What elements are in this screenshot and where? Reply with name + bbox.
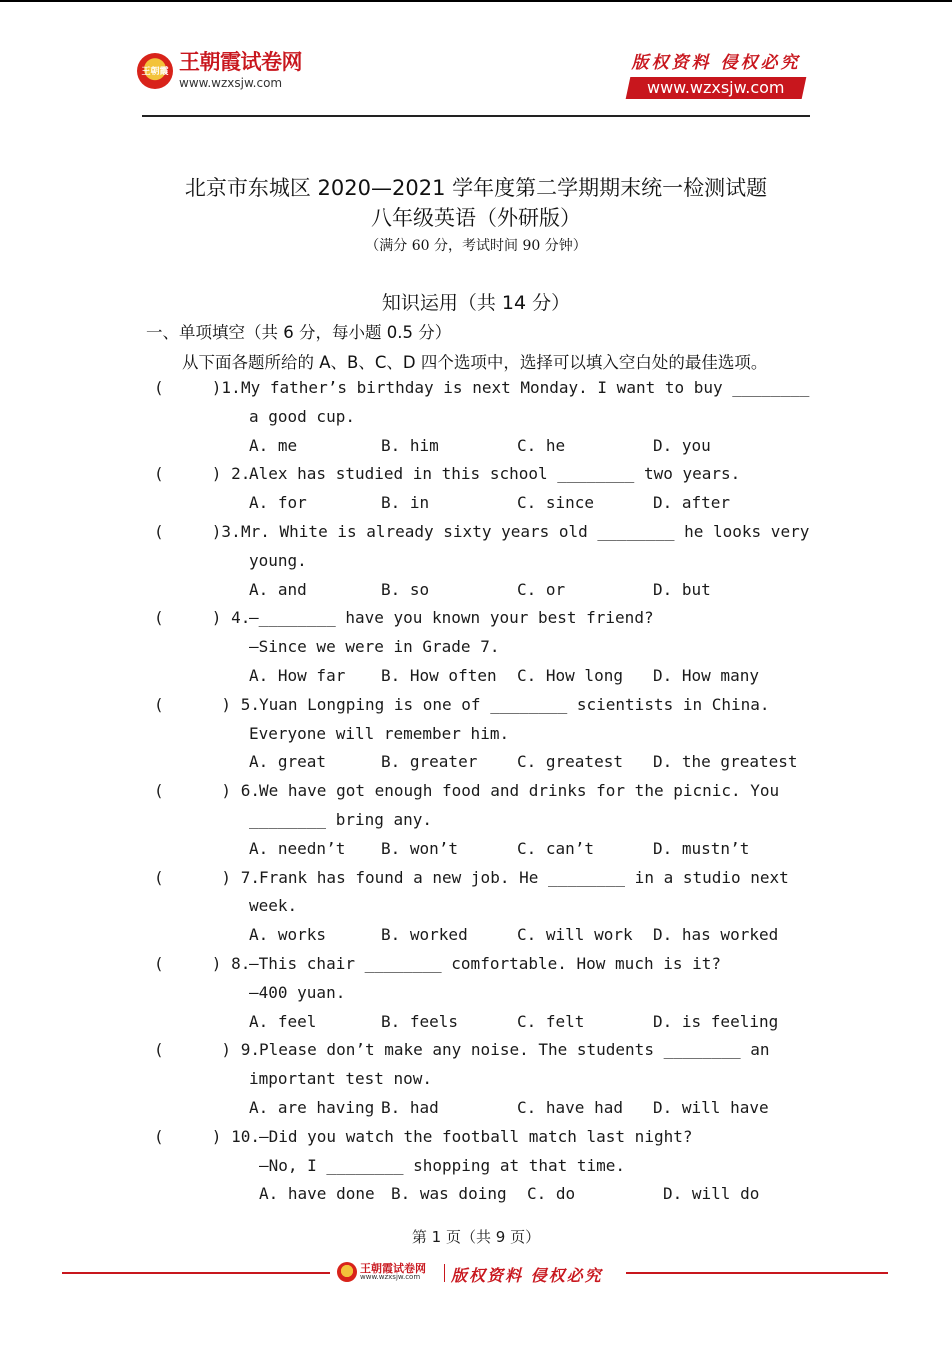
footer-bar (62, 1262, 888, 1284)
question-text: —400 yuan. (249, 982, 346, 1002)
question-number: ( )3. (154, 522, 241, 541)
option-a[interactable]: A. feel (249, 1011, 317, 1031)
option-c[interactable]: C. he (517, 435, 566, 455)
footer-logo-badge-icon (337, 1262, 357, 1282)
question-number: ( ) 2. (154, 464, 251, 484)
part-heading: 知识运用（共 14 分） (381, 292, 571, 314)
option-a[interactable]: A. have done (259, 1184, 375, 1204)
option-a[interactable]: A. needn’t (249, 838, 346, 858)
option-d[interactable]: D. after (653, 493, 731, 513)
question-text: —________ have you known your best friend? (249, 608, 654, 628)
option-d[interactable]: D. will have (653, 1098, 769, 1117)
footer-line-left (62, 1272, 330, 1274)
question-text: Please don’t make any noise. The students ________ an (259, 1040, 770, 1060)
footer-separator (444, 1264, 445, 1282)
option-a[interactable]: A. and (249, 579, 307, 599)
option-c[interactable]: C. greatest (517, 752, 623, 772)
option-d[interactable]: D. mustn’t (653, 838, 750, 858)
question-text: young. (249, 550, 307, 570)
question-text: Mr. White is already sixty years old ________ he looks very (241, 522, 810, 541)
section-heading: 一、单项填空（共 6 分，每小题 0.5 分） (146, 323, 452, 342)
option-d[interactable]: D. How many (653, 666, 759, 685)
top-border (0, 0, 952, 2)
option-a[interactable]: A. are having (249, 1098, 375, 1117)
logo-name: 王朝霞试卷网 (179, 50, 302, 74)
option-c[interactable]: C. can’t (517, 838, 595, 858)
question-text: —Did you watch the football match last night? (259, 1126, 693, 1146)
option-d[interactable]: D. has worked (653, 925, 779, 945)
option-c[interactable]: C. will work (517, 925, 633, 945)
site-logo[interactable] (137, 52, 302, 89)
option-c[interactable]: C. do (527, 1184, 576, 1204)
footer-line-right (626, 1272, 888, 1274)
option-d[interactable]: D. you (653, 435, 711, 455)
question-text: We have got enough food and drinks for the picnic. You (259, 781, 780, 801)
logo-badge-icon (137, 53, 173, 89)
option-b[interactable]: B. feels (381, 1011, 459, 1031)
logo-url[interactable]: www.wzxsjw.com (179, 76, 283, 90)
option-b[interactable]: B. in (381, 493, 430, 513)
exam-title: 北京市东城区 2020—2021 学年度第二学期期末统一检测试题 (184, 176, 768, 200)
question-number: ( ) 9. (154, 1040, 260, 1060)
option-d[interactable]: D. the greatest (653, 752, 798, 772)
question-text: Yuan Longping is one of ________ scientists in China. (259, 694, 770, 714)
option-d[interactable]: D. will do (663, 1184, 760, 1204)
exam-subtitle: 八年级英语（外研版） (371, 206, 581, 230)
footer-logo-url: www.wzxsjw.com (360, 1273, 421, 1281)
option-a[interactable]: A. great (249, 752, 327, 772)
exam-note: （满分 60 分，考试时间 90 分钟） (365, 238, 587, 254)
page-number: 第 1 页（共 9 页） (411, 1228, 541, 1246)
footer-logo[interactable] (337, 1262, 426, 1282)
option-a[interactable]: A. me (249, 435, 298, 455)
question-text: Frank has found a new job. He ________ in a studio next (259, 867, 789, 887)
copyright-notice (628, 48, 804, 99)
option-b[interactable]: B. was doing (391, 1184, 507, 1204)
question-text: a good cup. (249, 406, 355, 426)
option-b[interactable]: B. so (381, 579, 430, 599)
question-number: ( ) 4. (154, 608, 251, 628)
question-number: ( ) 10. (154, 1126, 260, 1146)
question-number: ( )1. (154, 378, 241, 397)
option-b[interactable]: B. greater (381, 752, 478, 772)
option-a[interactable]: A. for (249, 493, 307, 513)
header-divider (142, 115, 810, 117)
copyright-text: 版权资料 侵权必究 (631, 53, 801, 73)
option-b[interactable]: B. How often (381, 666, 497, 685)
copyright-url[interactable]: www.wzxsjw.com (647, 78, 785, 97)
option-d[interactable]: D. but (653, 579, 711, 599)
question-text: week. (249, 896, 298, 916)
option-a[interactable]: A. How far (249, 666, 346, 685)
option-b[interactable]: B. him (381, 435, 439, 455)
option-a[interactable]: A. works (249, 925, 327, 945)
footer-logo-name: 王朝霞试卷网 (360, 1262, 426, 1275)
question-text: —Since we were in Grade 7. (249, 637, 500, 657)
footer-copyright: 版权资料 侵权必究 (451, 1266, 603, 1285)
question-number: ( ) 8. (154, 954, 251, 973)
option-b[interactable]: B. won’t (381, 838, 459, 858)
question-text: ________ bring any. (249, 810, 433, 829)
question-text: Alex has studied in this school ________ two years. (249, 464, 741, 484)
question-number: ( ) 6. (154, 781, 260, 801)
copyright-url-banner[interactable] (626, 77, 807, 99)
question-number: ( ) 7. (154, 867, 260, 887)
question-number: ( ) 5. (154, 694, 260, 714)
option-c[interactable]: C. How long (517, 666, 623, 685)
question-text: Everyone will remember him. (249, 723, 510, 743)
question-text: important test now. (249, 1069, 433, 1089)
option-c[interactable]: C. felt (517, 1011, 585, 1031)
option-c[interactable]: C. or (517, 579, 566, 599)
question-text: My father’s birthday is next Monday. I want to buy ________ (241, 378, 810, 397)
option-b[interactable]: B. worked (381, 925, 468, 945)
question-text: —No, I ________ shopping at that time. (259, 1155, 626, 1175)
option-c[interactable]: C. since (517, 493, 595, 513)
logo-badge-text: 王朝霞 (141, 67, 169, 77)
option-b[interactable]: B. had (381, 1098, 439, 1117)
option-d[interactable]: D. is feeling (653, 1011, 779, 1031)
option-c[interactable]: C. have had (517, 1098, 623, 1117)
question-text: —This chair ________ comfortable. How much is it? (249, 954, 722, 973)
section-instruction: 从下面各题所给的 A、B、C、D 四个选项中，选择可以填入空白处的最佳选项。 (182, 353, 768, 372)
